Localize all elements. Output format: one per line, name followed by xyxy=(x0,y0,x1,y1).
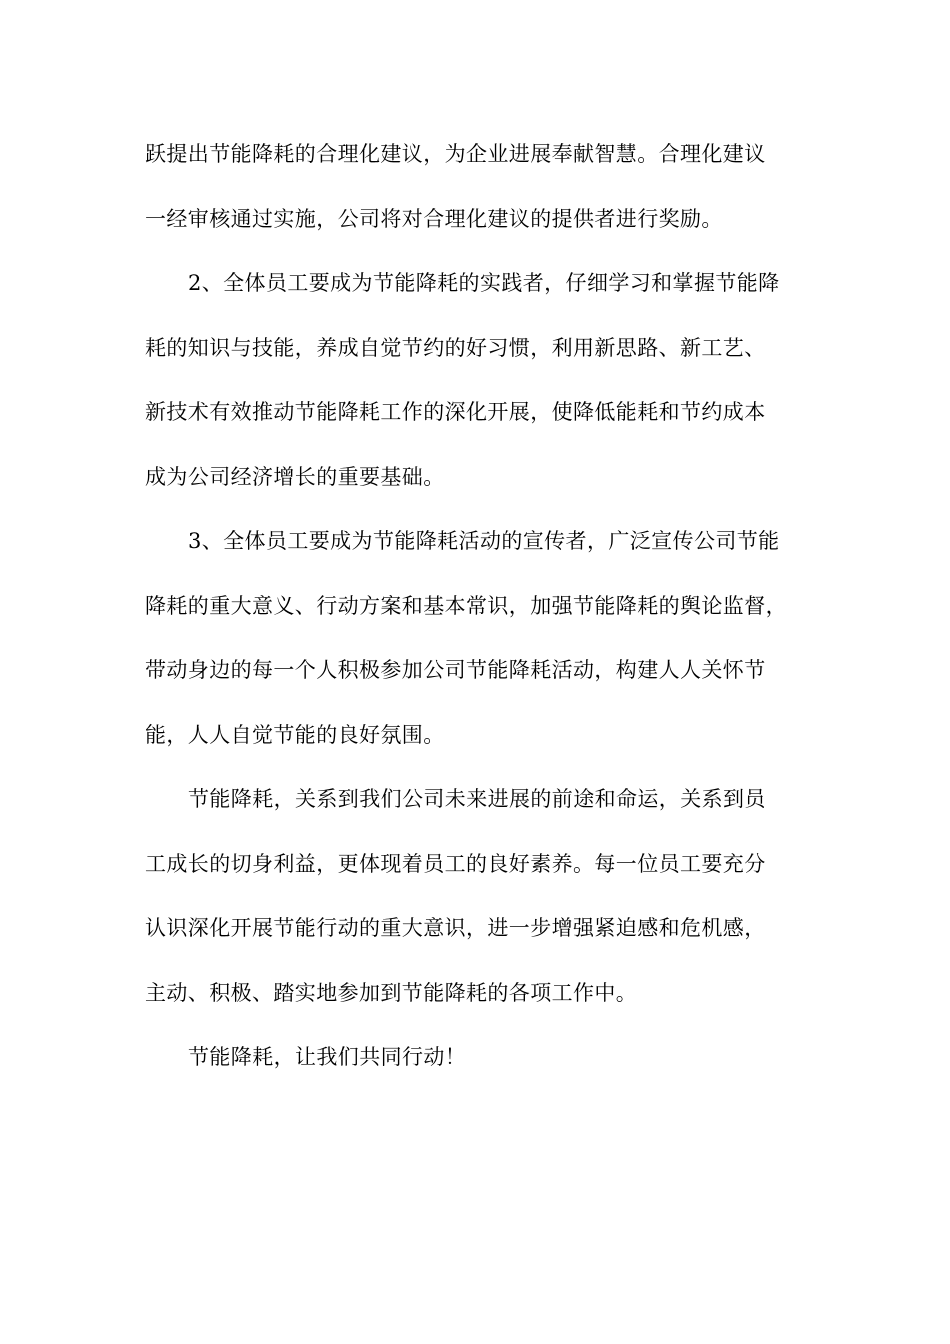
text-line: 跃提出节能降耗的合理化建议，为企业进展奉献智慧。合理化建议 xyxy=(145,142,766,166)
text-line: 耗的知识与技能，养成自觉节约的好习惯，利用新思路、新工艺、 xyxy=(145,335,766,360)
text-line: 成为公司经济增长的重要基础。 xyxy=(145,464,445,489)
document-body xyxy=(145,132,825,1100)
text-line: 能，人人自觉节能的良好氛围。 xyxy=(145,722,445,747)
text-line: 节能降耗，让我们共同行动！ xyxy=(188,1045,467,1069)
text-line: 降耗的重大意义、行动方案和基本常识，加强节能降耗的舆论监督， xyxy=(145,593,787,618)
text-line: 带动身边的每一个人积极参加公司节能降耗活动，构建人人关怀节 xyxy=(145,658,766,682)
text-line: 新技术有效推动节能降耗工作的深化开展，使降低能耗和节约成本 xyxy=(145,400,766,424)
text-line: 3、全体员工要成为节能降耗活动的宣传者，广泛宣传公司节能 xyxy=(188,529,780,553)
text-line: 主动、积极、踏实地参加到节能降耗的各项工作中。 xyxy=(145,980,638,1005)
text-line: 认识深化开展节能行动的重大意识，进一步增强紧迫感和危机感， xyxy=(145,916,766,940)
text-line: 节能降耗，关系到我们公司未来进展的前途和命运，关系到员 xyxy=(188,787,766,811)
text-line: 工成长的切身利益，更体现着员工的良好素养。每一位员工要充分 xyxy=(145,851,766,876)
text-line: 一经审核通过实施，公司将对合理化建议的提供者进行奖励。 xyxy=(145,206,723,231)
text-line: 2、全体员工要成为节能降耗的实践者，仔细学习和掌握节能降 xyxy=(188,271,780,295)
